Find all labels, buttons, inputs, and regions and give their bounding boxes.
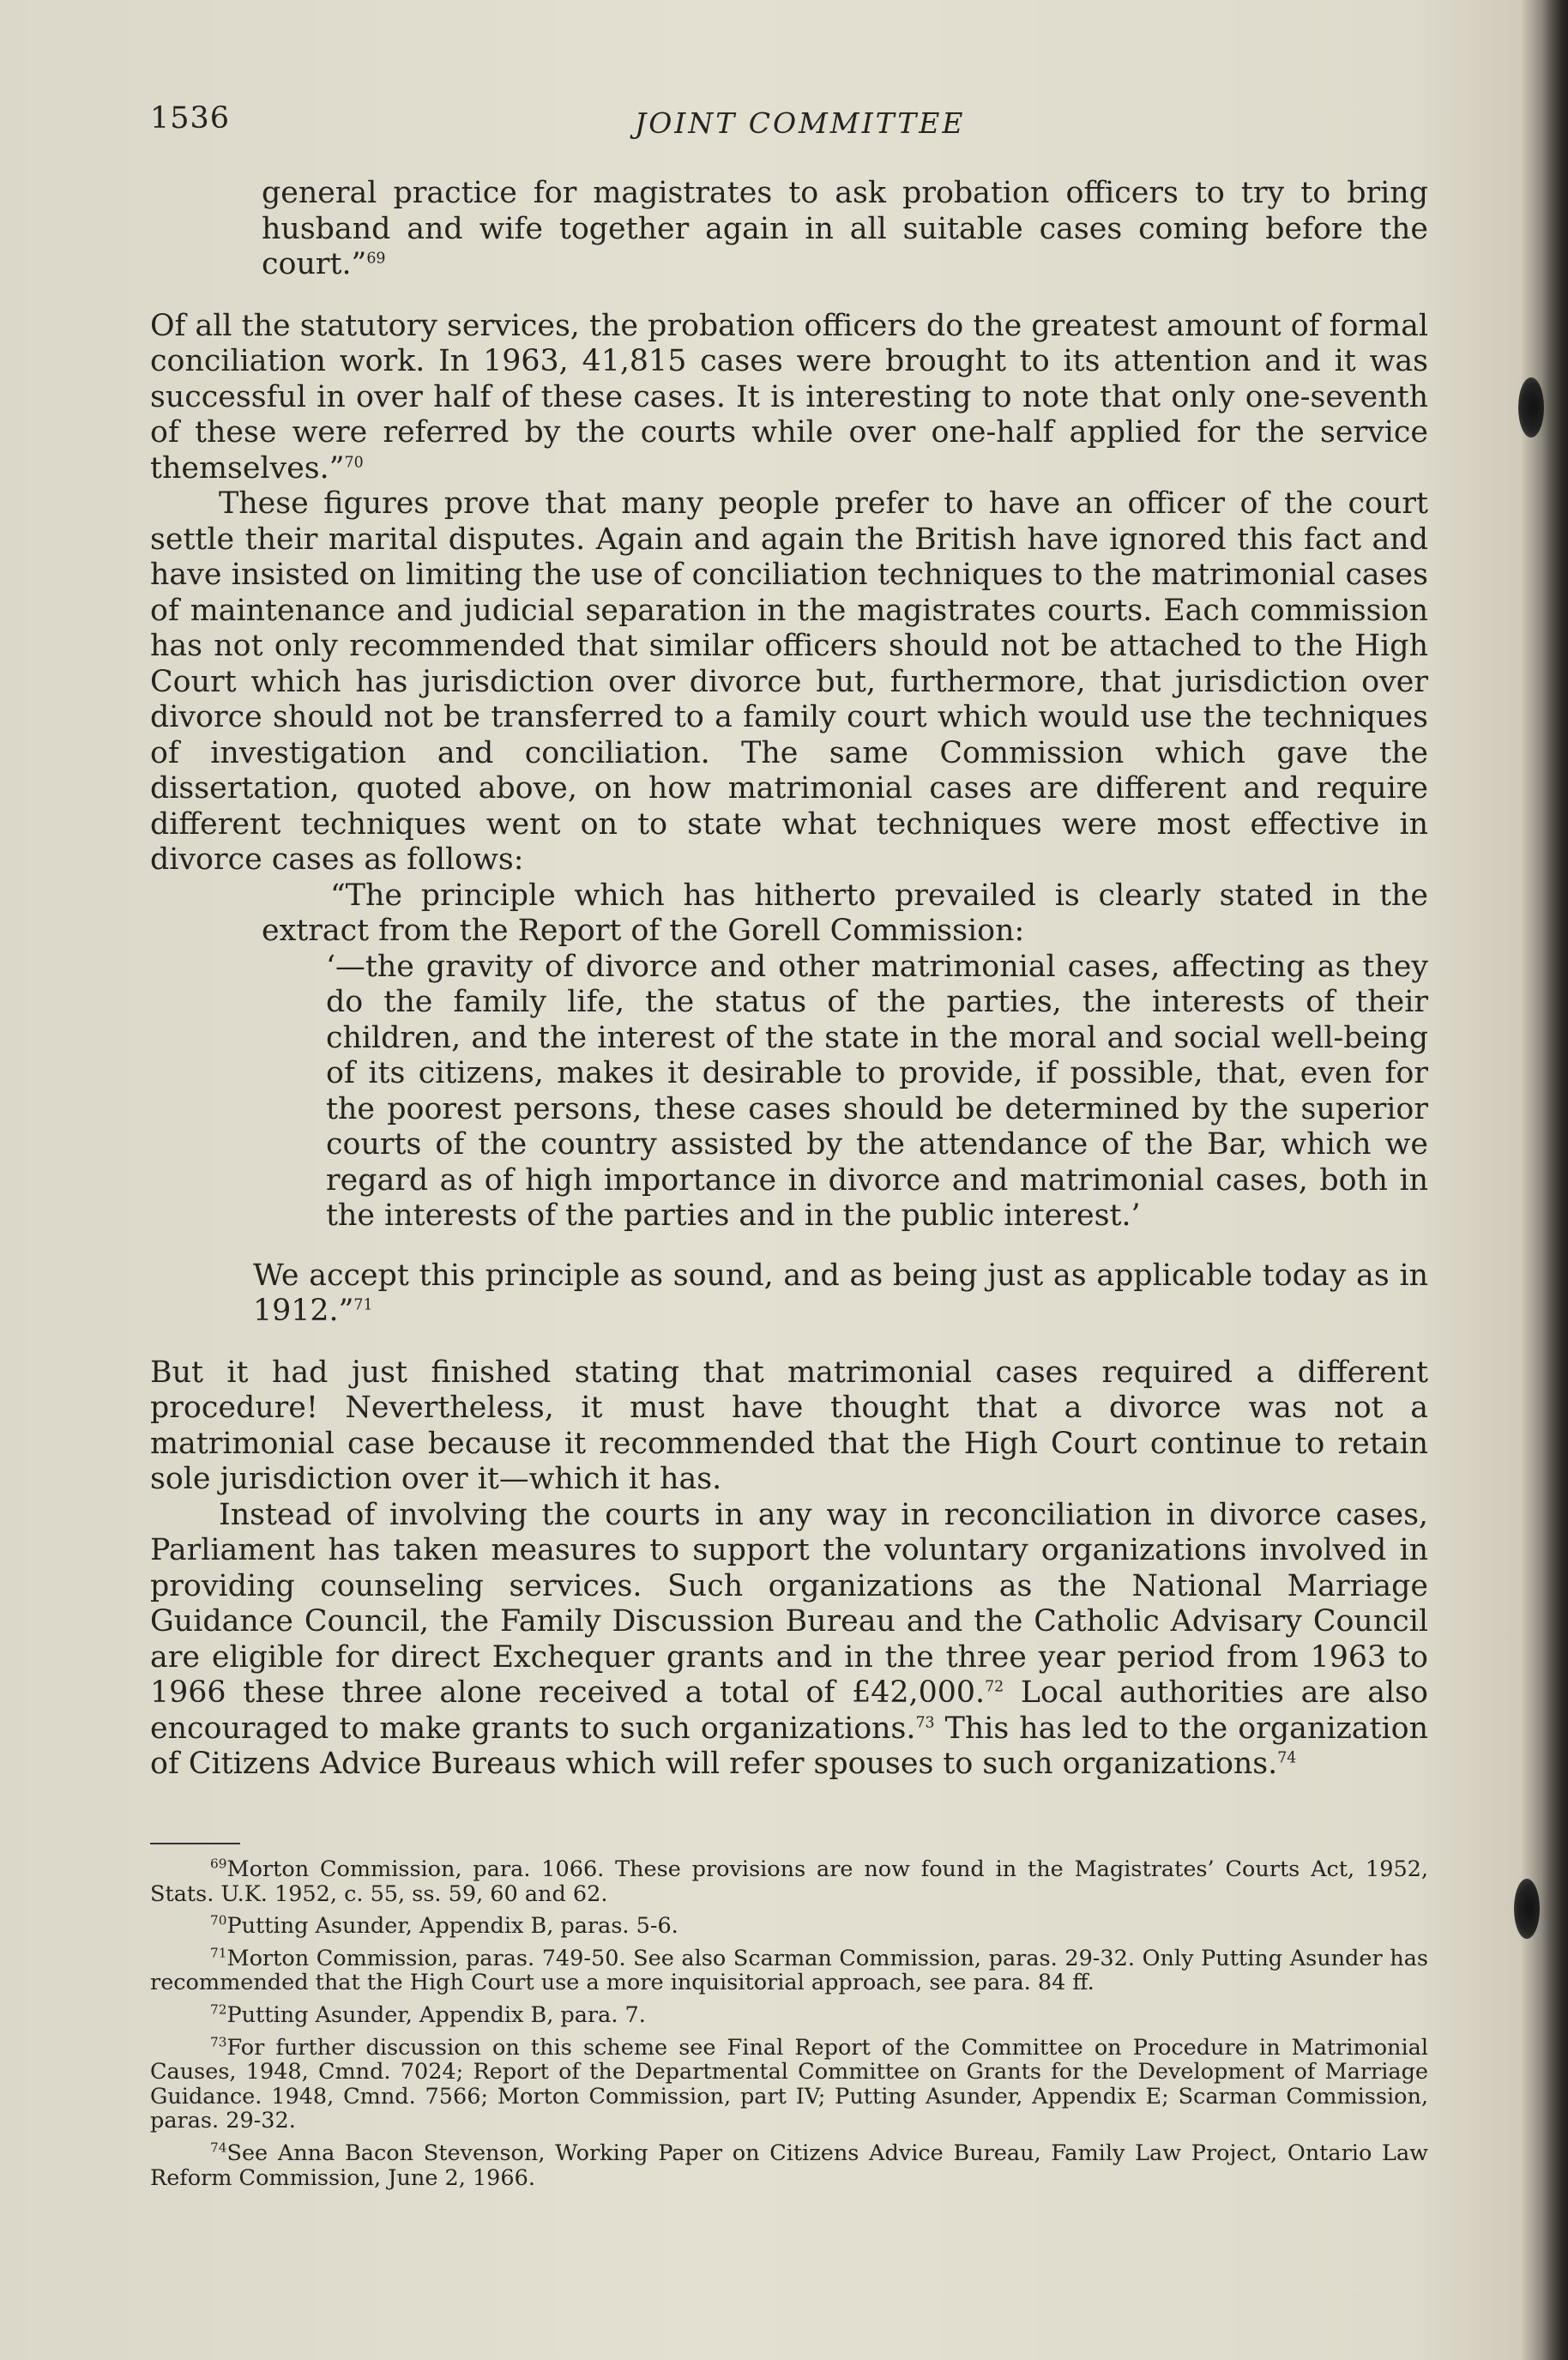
footnotes xyxy=(150,1857,1428,2198)
body-text xyxy=(150,176,1428,1783)
paragraph-text: “The principle which has hitherto prevailed is clearly stated in the extract from the Report of the Gorell Commission: xyxy=(262,878,1428,948)
block-quote-conclusion xyxy=(253,1258,1428,1330)
footnote-text: Putting Asunder, Appendix B, paras. 5-6. xyxy=(226,1913,678,1940)
footnote-number: 69 xyxy=(210,1856,227,1872)
paragraph-text: general practice for magistrates to ask probation officers to try to bring husband and wife together again in all suitable cases coming before the court.” xyxy=(262,176,1428,281)
footnote xyxy=(150,1857,1428,1906)
binder-hole-lower xyxy=(1514,1879,1540,1939)
paragraph-text: Of all the statutory services, the probation officers do the greatest amount of formal conciliation work. In 1963, 41,815 cases were brought to its attention and it was successful in over half of these cases. It is interesting to note that only one-seventh of these were referred by the courts while over one-half applied for the service themselves.” xyxy=(150,308,1428,486)
footnote-text: For further discussion on this scheme see Final Report of the Committee on Procedure in Matrimonial Causes, 1948, Cmnd. 7024; Report of the Departmental Committee on Grants for the Development of Marriage Guidance. 1948, Cmnd. 7566; Morton Commission, part IV; Putting Asunder, Appendix E; Scarman Commission, paras. 29-32. xyxy=(150,2034,1428,2134)
binder-hole-upper xyxy=(1518,377,1544,438)
paragraph-text: We accept this principle as sound, and as being just as applicable today as in 1912.” xyxy=(253,1258,1428,1328)
footnote-number: 71 xyxy=(210,1945,227,1961)
footnote xyxy=(150,2141,1428,2190)
footnote-number: 72 xyxy=(210,2001,227,2018)
footnote-text: See Anna Bacon Stevenson, Working Paper on Citizens Advice Bureau, Family Law Project, Ontario Law Reform Commission, June 2, 1966. xyxy=(150,2140,1428,2191)
paragraph-text: These figures prove that many people prefer to have an officer of the court settle their marital disputes. Again and again the British have ignored this fact and have insisted on limiting the use of conciliation techniques to the matrimonial cases of maintenance and judicial separation in the magistrates courts. Each commission has not only recommended that similar officers should not be attached to the High Court which has jurisdiction over divorce but, furthermore, that jurisdiction over divorce should not be transferred to a family court which would use the techniques of investigation and conciliation. The same Commission which gave the dissertation, quoted above, on how matrimonial cases are different and require different techniques went on to state what techniques were most effective in divorce cases as follows: xyxy=(150,486,1428,877)
footnote-text: Morton Commission, para. 1066. These provisions are now found in the Magistrates’ Courts Act, 1952, Stats. U.K. 1952, c. 55, ss. 59, 60 and 62. xyxy=(150,1856,1428,1907)
paragraph-text: But it had just finished stating that matrimonial cases required a different procedure! Nevertheless, it must have thought that a divorce was not a matrimonial case because it recommended that the High Court continue to retain sole jurisdiction over it—which it has. xyxy=(150,1355,1428,1496)
quote-continuation xyxy=(262,176,1428,283)
footnote xyxy=(150,2003,1428,2028)
paragraph-text: This has led to the organization of Citizens Advice Bureaus which will refer spouses to such organizations. xyxy=(150,1711,1428,1781)
footnote-text: Putting Asunder, Appendix B, para. 7. xyxy=(226,2001,646,2028)
footnote-ref: 74 xyxy=(1277,1749,1297,1767)
running-head: JOINT COMMITTEE xyxy=(635,106,966,140)
nested-block-quote xyxy=(326,950,1428,1234)
footnote-number: 73 xyxy=(210,2034,227,2050)
footnote-ref: 73 xyxy=(915,1713,935,1731)
page-header xyxy=(150,101,1420,153)
paragraph xyxy=(150,486,1428,878)
binding-shadow xyxy=(1542,0,1568,2360)
footnote-ref: 70 xyxy=(344,453,364,471)
footnote xyxy=(150,2036,1428,2134)
footnote-divider xyxy=(150,1843,240,1844)
footnote xyxy=(150,1914,1428,1939)
footnote xyxy=(150,1947,1428,1995)
footnote-ref: 71 xyxy=(353,1296,373,1314)
footnote-text: Morton Commission, paras. 749-50. See also Scarman Commission, paras. 29-32. Only Putting Asunder has recommended that the High Court use a more inquisitorial approach, see para. 84 ff. xyxy=(150,1945,1428,1996)
paragraph-text: Local authorities are also encouraged to make grants to such organizations. xyxy=(150,1675,1428,1746)
paragraph-text: Instead of involving the courts in any way in reconciliation in divorce cases, Parliament has taken measures to support the voluntary organizations involved in providing counseling services. Such organizations as the National Marriage Guidance Council, the Family Discussion Bureau and the Catholic Advisary Council are eligible for direct Exchequer grants and in the three year period from 1963 to 1966 these three alone received a total of £42,000. xyxy=(150,1497,1428,1710)
paragraph xyxy=(150,1355,1428,1498)
footnote-ref: 72 xyxy=(985,1678,1004,1696)
block-quote xyxy=(262,878,1428,950)
footnote-number: 74 xyxy=(210,2140,227,2156)
paragraph xyxy=(150,1498,1428,1783)
footnote-number: 70 xyxy=(210,1912,227,1928)
footnote-ref: 69 xyxy=(366,250,386,268)
page-number: 1536 xyxy=(150,101,231,136)
paragraph-text: ‘—the gravity of divorce and other matrimonial cases, affecting as they do the family life, the status of the parties, the interests of their children, and the interest of the state in the moral and social well-being of its citizens, makes it desirable to provide, if possible, that, even for the poorest persons, these cases should be determined by the superior courts of the country assisted by the attendance of the Bar, which we regard as of high importance in divorce and matrimonial cases, both in the interests of the parties and in the public interest.’ xyxy=(326,949,1428,1233)
paragraph xyxy=(150,309,1428,487)
